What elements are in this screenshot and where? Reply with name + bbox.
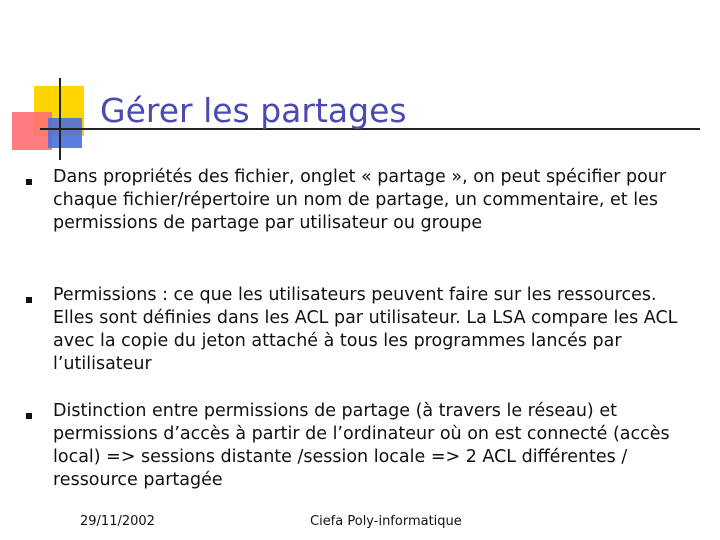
- bullet-text: Distinction entre permissions de partage (à travers le réseau) et permissions d’accès à partir de l’ordinateur où on est connecté (accès local) => sessions distante /session locale => 2 ACL différentes / ressource partagée: [53, 401, 670, 490]
- bullet-text: Dans propriétés des fichier, onglet « partage », on peut spécifier pour chaque fichier/répertoire un nom de partage, un commentaire, et les permissions de partage par utilisateur ou groupe: [53, 167, 667, 233]
- bullet-marker: [26, 297, 32, 303]
- bullet-marker: [26, 179, 32, 185]
- bullet-marker: [26, 413, 32, 419]
- slide-title: Gérer les partages: [100, 91, 407, 130]
- footer-organization: Ciefa Poly-informatique: [310, 514, 462, 529]
- bullet-text: Permissions : ce que les utilisateurs peuvent faire sur les ressources. Elles sont définies dans les ACL par utilisateur. La LSA compare les ACL avec la copie du jeton attaché à tous les programmes lancés par l’utilisateur: [53, 285, 678, 374]
- footer-date: 29/11/2002: [80, 514, 155, 529]
